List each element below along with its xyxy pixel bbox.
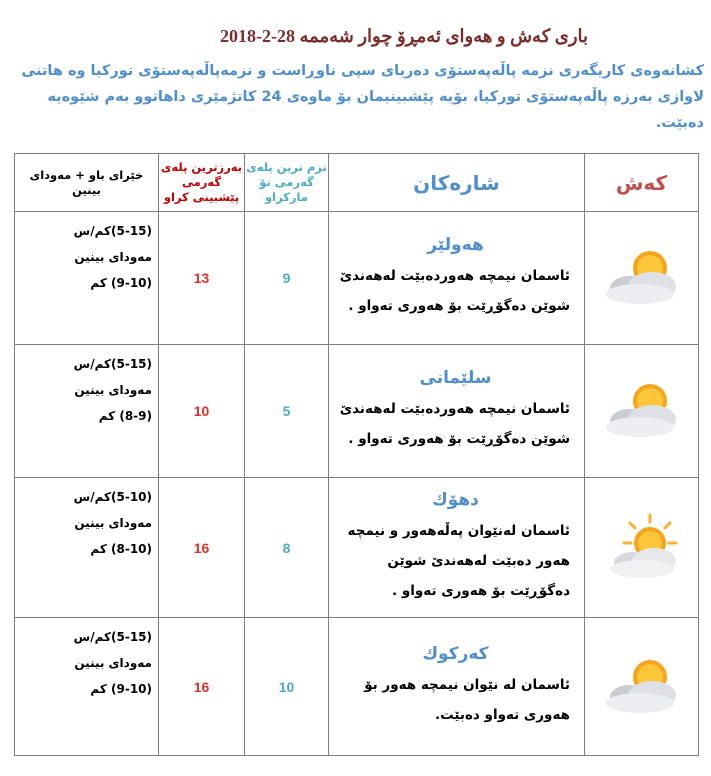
wind-speed: (5-10)كم/س — [73, 490, 152, 504]
city-name: دهۆك — [432, 489, 479, 510]
min-temp: 10 — [245, 618, 329, 756]
weather-cell — [585, 345, 699, 478]
table-row — [15, 212, 699, 345]
city-cell — [329, 345, 585, 478]
table-row — [15, 618, 699, 756]
visibility-label: مەودای بینین — [74, 383, 152, 397]
max-temp: 16 — [159, 618, 245, 756]
header-weather: كەش — [585, 154, 699, 212]
max-temp: 13 — [159, 212, 245, 345]
header-cities: شارەكان — [329, 154, 585, 212]
forecast-table — [14, 153, 699, 756]
visibility-range: (9-10) كم — [90, 682, 152, 696]
city-cell — [329, 618, 585, 756]
cloudy-sun-icon — [600, 653, 684, 717]
weather-cell — [585, 212, 699, 345]
table-row — [15, 478, 699, 618]
city-cell — [329, 478, 585, 618]
weather-cell — [585, 478, 699, 618]
min-temp: 8 — [245, 478, 329, 618]
visibility-label: مەودای بینین — [74, 250, 152, 264]
visibility-label: مەودای بینین — [74, 516, 152, 530]
min-temp: 9 — [245, 212, 329, 345]
partly-cloudy-icon — [600, 511, 684, 581]
table-row — [15, 345, 699, 478]
wind-visibility-cell — [15, 618, 159, 756]
header-wind-visibility: خێرای باو + مەودای بینین — [15, 154, 159, 212]
wind-speed: (5-15)كم/س — [73, 630, 152, 644]
visibility-range: (9-10) كم — [90, 276, 152, 290]
city-description: ئاسمان لە نێوان نیمچە هەور بۆ هەوری تەواو دەبێت. — [364, 676, 570, 723]
wind-visibility-cell — [15, 212, 159, 345]
city-description: ئاسمان نیمچە هەوردەبێت لەهەندێ شوێن دەگۆڕێت بۆ هەوری تەواو . — [339, 268, 570, 314]
visibility-range: (8-9) كم — [98, 409, 152, 423]
report-date: 28-2-2018 — [219, 26, 295, 46]
wind-speed: (5-15)كم/س — [73, 357, 152, 371]
max-temp: 16 — [159, 478, 245, 618]
wind-visibility-cell — [15, 345, 159, 478]
wind-visibility-cell — [15, 478, 159, 618]
visibility-label: مەودای بینین — [74, 656, 152, 670]
cloudy-sun-icon — [600, 244, 684, 308]
weather-cell — [585, 618, 699, 756]
cloudy-sun-icon — [600, 377, 684, 441]
header-max-temp: بەرزترین پلەی گەرمی پێشبینی كراو — [159, 154, 245, 212]
city-cell — [329, 212, 585, 345]
header-min-temp: نزم ترین پلەی گەرمی تۆ ماركراو — [245, 154, 329, 212]
min-temp: 5 — [245, 345, 329, 478]
max-temp: 10 — [159, 345, 245, 478]
title-text: باری کەش و هەوای ئەمڕۆ چوار شەممە — [299, 26, 589, 46]
wind-speed: (5-15)كم/س — [73, 224, 152, 238]
visibility-range: (8-10) كم — [90, 542, 152, 556]
city-description: ئاسمان لەنێوان پەڵەهەور و نیمچە هەور دەبێت لەهەندێ شوێن دەگۆڕێت بۆ هەوری تەواو . — [347, 522, 570, 599]
city-name: هەولێر — [427, 235, 484, 255]
city-description: ئاسمان نیمچە هەوردەبێت لەهەندێ شوێن دەگۆڕێت بۆ هەوری تەواو . — [339, 401, 570, 447]
intro-paragraph: كشانەوەی كاریگەری نزمە پاڵەپەستۆی دەریای سپی ناوڕاست و نزمەپاڵەپەستۆی توركیا وە هاتنی لاوازی بەرزە پاڵەپەستۆی توركیا، بۆیە پێشبینیمان بۆ ماوەی 24 كاتژمێری داهاتوو بەم شێوەیە دەبێت. — [21, 63, 704, 131]
city-name: سلێمانی — [419, 368, 492, 388]
city-name: كەركوك — [422, 643, 489, 664]
header-row — [15, 154, 699, 212]
page-title — [170, 26, 620, 47]
